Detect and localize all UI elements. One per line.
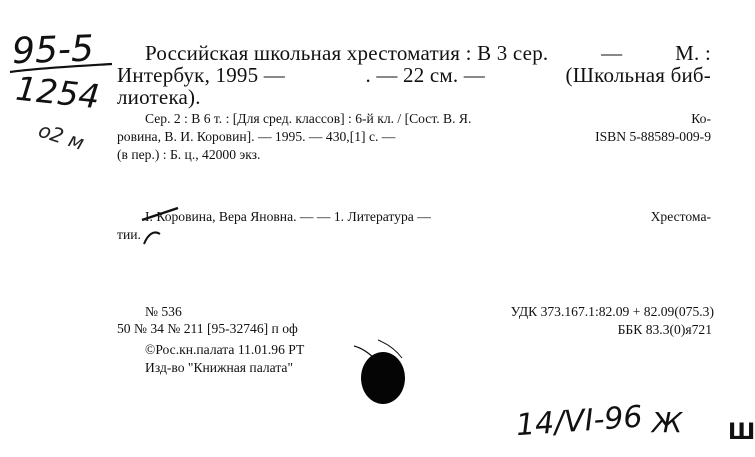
udk-classification: УДК 373.167.1:82.09 + 82.09(075.3) — [510, 304, 714, 319]
ink-blot — [348, 336, 414, 408]
corner-mark: Ш — [728, 420, 755, 445]
series-line-2: ровина, В. И. Коровин]. — 1995. — 430,[1] с. — ISBN 5-88589-009-9 — [117, 129, 711, 144]
publisher-line: Изд-во "Книжная палата" — [145, 360, 294, 375]
handwritten-date — [512, 392, 692, 448]
tracing-line-2: тии. — [117, 227, 141, 242]
series-description — [117, 110, 711, 164]
handwritten-side-note: о2 м — [35, 117, 88, 155]
tracing-line-1: I. Коровина, Вера Яновна. — — 1. Литература — Хрестома- — [145, 209, 711, 224]
title-line-3: лиотека). — [117, 85, 201, 109]
title-line-1: Российская школьная хрестоматия : В 3 сер. — М. : — [145, 41, 711, 65]
copyright-line: ©Рос.кн.палата 11.01.96 РТ — [145, 342, 305, 357]
handwritten-date-text: 14/VI-96 — [514, 399, 644, 444]
series-line-1: Сер. 2 : В 6 т. : [Для сред. классов] : 6-й кл. / [Сост. В. Я. Ко- — [145, 111, 711, 126]
series-line-3: (в пер.) : Б. ц., 42000 экз. — [117, 147, 261, 162]
bbk-classification: ББК 83.3(0)я721 — [617, 322, 712, 337]
record-number: № 536 — [145, 304, 182, 319]
title-entry — [117, 42, 711, 108]
handwritten-shelf-mark-bottom: 1254 — [13, 68, 102, 117]
handwritten-strike-mark — [138, 200, 198, 260]
title-line-2: Интербук, 1995 — . — 22 см. — (Школьная биб- — [117, 63, 711, 87]
tracing-entries — [117, 208, 711, 244]
registration-line: 50 № 34 № 211 [95-32746] п оф — [117, 321, 298, 336]
handwritten-shelf-mark-top: 95-5 — [11, 28, 95, 73]
handwritten-shelf-mark — [8, 30, 120, 180]
handwritten-initials: Ж — [652, 406, 683, 439]
